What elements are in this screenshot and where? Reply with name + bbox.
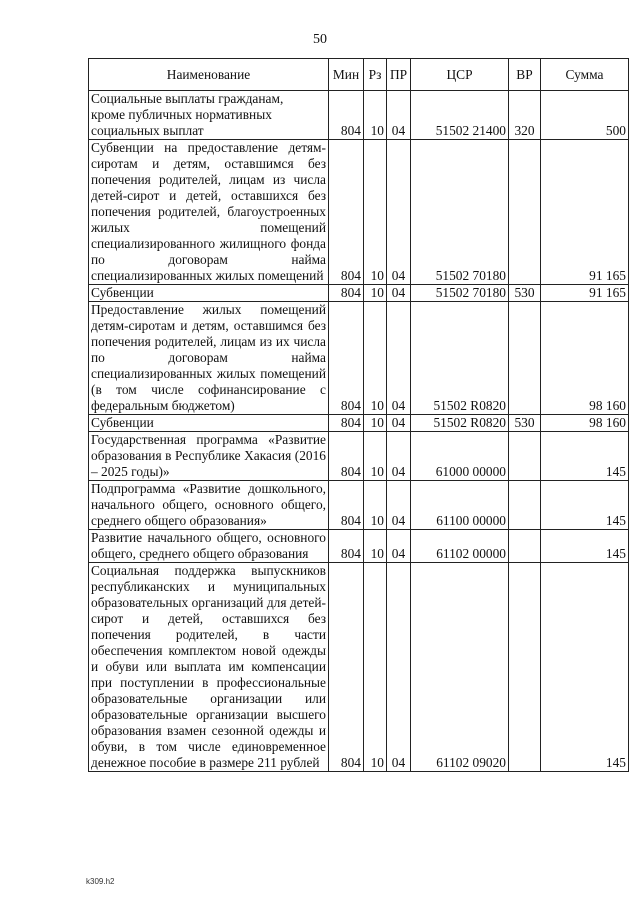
row-min-cell: 804 — [329, 530, 364, 563]
row-min-cell: 804 — [329, 481, 364, 530]
table-row — [89, 285, 629, 302]
row-rz-cell: 10 — [364, 530, 387, 563]
row-rz-cell: 10 — [364, 91, 387, 140]
row-min-cell: 804 — [329, 140, 364, 285]
row-rz-cell: 10 — [364, 563, 387, 772]
row-name-cell: Субвенции — [89, 285, 329, 302]
row-vr-cell — [509, 432, 541, 481]
budget-table — [88, 58, 629, 772]
row-rz-cell: 10 — [364, 481, 387, 530]
row-csr-cell: 61102 00000 — [411, 530, 509, 563]
row-name-cell: Субвенции — [89, 415, 329, 432]
row-name-cell: Предоставление жилых помещений детям-сиротам и детям, оставшимся без попечения родителей, лицам из их числа по договорам найма специализированных жилых помещений (в том числе софинансирование с федеральным бюджетом) — [89, 302, 329, 415]
row-sum-cell: 145 — [541, 481, 629, 530]
row-pr-cell: 04 — [387, 91, 411, 140]
column-header-vr: ВР — [509, 59, 541, 91]
row-sum-cell: 145 — [541, 530, 629, 563]
row-csr-cell: 61000 00000 — [411, 432, 509, 481]
row-name-cell: Государственная программа «Развитие образования в Республике Хакасия (2016 – 2025 годы)» — [89, 432, 329, 481]
row-csr-cell: 61100 00000 — [411, 481, 509, 530]
row-pr-cell: 04 — [387, 432, 411, 481]
row-csr-cell: 51502 70180 — [411, 140, 509, 285]
row-sum-cell: 91 165 — [541, 140, 629, 285]
row-rz-cell: 10 — [364, 415, 387, 432]
row-min-cell: 804 — [329, 302, 364, 415]
column-header-min: Мин — [329, 59, 364, 91]
page-number: 50 — [313, 32, 327, 47]
table-row — [89, 530, 629, 563]
row-rz-cell: 10 — [364, 302, 387, 415]
table-row — [89, 302, 629, 415]
column-header-rz: Рз — [364, 59, 387, 91]
row-vr-cell — [509, 302, 541, 415]
row-vr-cell — [509, 563, 541, 772]
row-sum-cell: 98 160 — [541, 415, 629, 432]
row-vr-cell: 530 — [509, 415, 541, 432]
row-vr-cell — [509, 481, 541, 530]
row-pr-cell: 04 — [387, 285, 411, 302]
row-vr-cell — [509, 140, 541, 285]
row-csr-cell: 51502 R0820 — [411, 302, 509, 415]
row-csr-cell: 51502 21400 — [411, 91, 509, 140]
row-pr-cell: 04 — [387, 481, 411, 530]
row-vr-cell — [509, 530, 541, 563]
table-row — [89, 481, 629, 530]
header-row — [89, 59, 629, 91]
row-vr-cell: 320 — [509, 91, 541, 140]
table-row — [89, 432, 629, 481]
row-csr-cell: 51502 70180 — [411, 285, 509, 302]
column-header-name: Наименование — [89, 59, 329, 91]
row-pr-cell: 04 — [387, 415, 411, 432]
table-row — [89, 415, 629, 432]
row-min-cell: 804 — [329, 432, 364, 481]
row-name-cell: Развитие начального общего, основного общего, среднего общего образования — [89, 530, 329, 563]
row-sum-cell: 98 160 — [541, 302, 629, 415]
row-min-cell: 804 — [329, 415, 364, 432]
table-row — [89, 563, 629, 772]
table-row — [89, 140, 629, 285]
column-header-csr: ЦСР — [411, 59, 509, 91]
row-sum-cell: 91 165 — [541, 285, 629, 302]
row-rz-cell: 10 — [364, 432, 387, 481]
row-sum-cell: 145 — [541, 432, 629, 481]
row-pr-cell: 04 — [387, 530, 411, 563]
row-csr-cell: 51502 R0820 — [411, 415, 509, 432]
row-name-cell: Подпрограмма «Развитие дошкольного, начального общего, основного общего, среднего общего образования» — [89, 481, 329, 530]
row-csr-cell: 61102 09020 — [411, 563, 509, 772]
table-row — [89, 91, 629, 140]
row-pr-cell: 04 — [387, 140, 411, 285]
row-name-cell: Субвенции на предоставление детям-сиротам и детям, оставшимся без попечения родителей, лицам из числа детей-сирот и детей, оставшихся без попечения родителей, благоустроенных жилых помещений специализированного жилищного фонда по договорам найма специализированных жилых помещений — [89, 140, 329, 285]
document-code: k309.h2 — [86, 877, 115, 886]
row-name-cell: Социальные выплаты гражданам, кроме публичных нормативных социальных выплат — [89, 91, 329, 140]
row-rz-cell: 10 — [364, 140, 387, 285]
row-pr-cell: 04 — [387, 563, 411, 772]
row-sum-cell: 500 — [541, 91, 629, 140]
row-min-cell: 804 — [329, 563, 364, 772]
row-pr-cell: 04 — [387, 302, 411, 415]
row-rz-cell: 10 — [364, 285, 387, 302]
row-vr-cell: 530 — [509, 285, 541, 302]
row-name-cell: Социальная поддержка выпускников республиканских и муниципальных образовательных организаций для детей-сирот и детей, оставшихся без попечения родителей, в части обеспечения комплектом новой одежды и обуви или выплата им компенсации при поступлении в профессиональные образовательные организации или образовательные организации высшего образования взамен сезонной одежды и обуви, в том числе единовременное денежное пособие в размере 211 рублей — [89, 563, 329, 772]
column-header-sum: Сумма — [541, 59, 629, 91]
row-min-cell: 804 — [329, 91, 364, 140]
column-header-pr: ПР — [387, 59, 411, 91]
row-sum-cell: 145 — [541, 563, 629, 772]
row-min-cell: 804 — [329, 285, 364, 302]
